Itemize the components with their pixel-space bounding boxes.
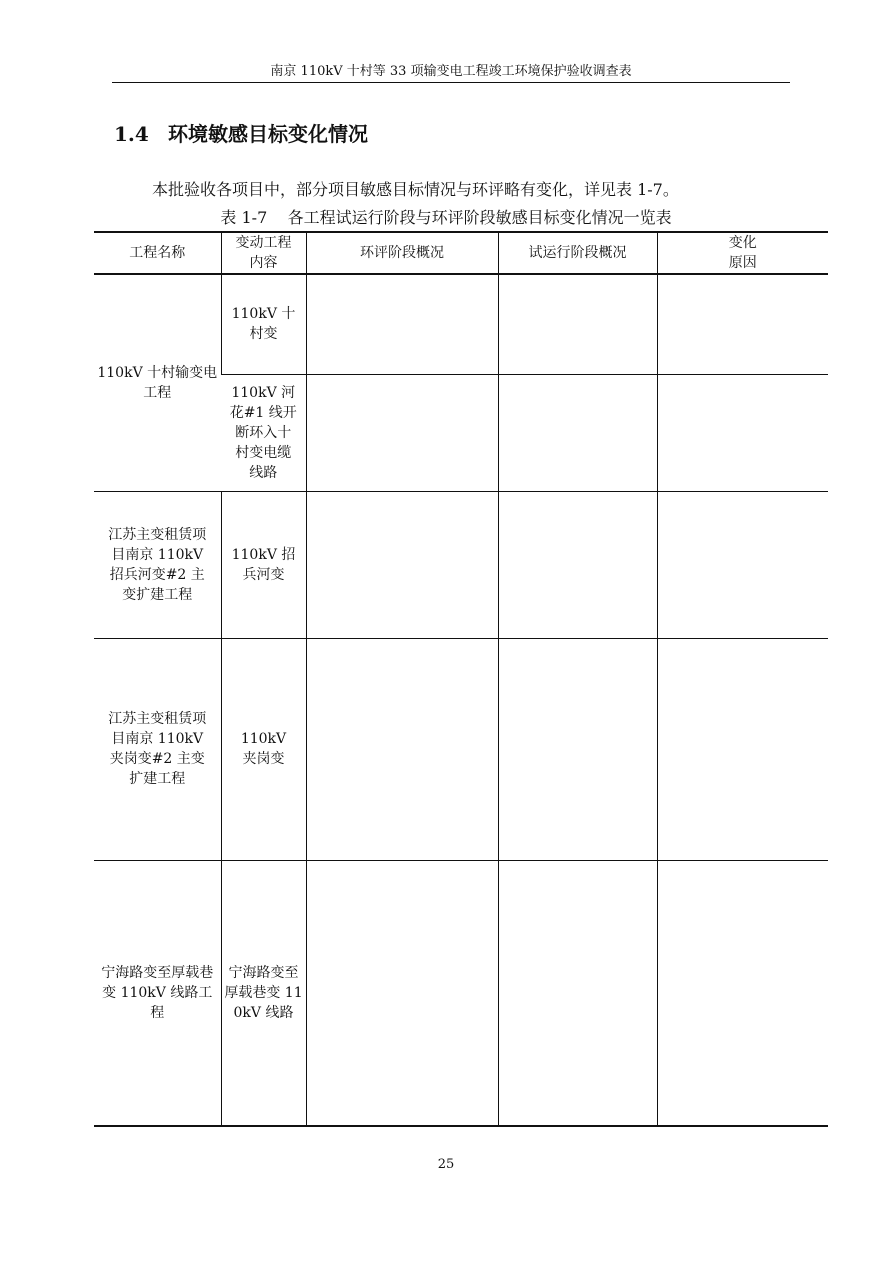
trial-stage-cell (498, 860, 657, 1126)
table-row (94, 274, 828, 374)
table-header-row (94, 232, 828, 274)
column-header-project-name: 工程名称 (94, 232, 221, 274)
section-number: 1.4 (114, 122, 149, 146)
table-row (94, 638, 828, 860)
project-name-cell: 110kV 十村输变电工程 (94, 274, 221, 491)
section-heading (114, 121, 368, 147)
column-header-trial-stage: 试运行阶段概况 (498, 232, 657, 274)
eia-stage-cell (306, 274, 498, 374)
changed-content-cell: 110kV 河花#1 线开断环入十村变电缆线路 (221, 374, 306, 491)
table-caption: 表 1-7 各工程试运行阶段与环评阶段敏感目标变化情况一览表 (220, 208, 672, 227)
change-reason-cell (657, 860, 828, 1126)
trial-stage-cell (498, 274, 657, 374)
eia-stage-cell (306, 638, 498, 860)
page-number: 25 (437, 1157, 455, 1172)
change-reason-cell (657, 374, 828, 491)
project-name-cell: 江苏主变租赁项目南京 110kV 夹岗变#2 主变扩建工程 (94, 638, 221, 860)
change-reason-cell (657, 491, 828, 638)
table-row (94, 860, 828, 1126)
column-header-eia-stage: 环评阶段概况 (306, 232, 498, 274)
change-reason-cell (657, 274, 828, 374)
table-row (94, 491, 828, 638)
running-header: 南京 110kV 十村等 33 项输变电工程竣工环境保护验收调查表 (270, 64, 632, 79)
column-header-change-reason: 变化原因 (657, 232, 828, 274)
sensitive-target-table (94, 231, 828, 1127)
project-name-cell: 宁海路变至厚载巷变 110kV 线路工程 (94, 860, 221, 1126)
project-name-cell: 江苏主变租赁项目南京 110kV 招兵河变#2 主变扩建工程 (94, 491, 221, 638)
trial-stage-cell (498, 491, 657, 638)
changed-content-cell: 110kV 夹岗变 (221, 638, 306, 860)
header-rule (112, 82, 790, 83)
intro-paragraph: 本批验收各项目中，部分项目敏感目标情况与环评略有变化，详见表 1-7。 (152, 180, 679, 199)
changed-content-cell: 110kV 招兵河变 (221, 491, 306, 638)
eia-stage-cell (306, 374, 498, 491)
change-reason-cell (657, 638, 828, 860)
changed-content-cell: 110kV 十村变 (221, 274, 306, 374)
trial-stage-cell (498, 374, 657, 491)
column-header-changed-content: 变动工程内容 (221, 232, 306, 274)
eia-stage-cell (306, 491, 498, 638)
trial-stage-cell (498, 638, 657, 860)
changed-content-cell: 宁海路变至厚载巷变 110kV 线路 (221, 860, 306, 1126)
section-title: 环境敏感目标变化情况 (168, 122, 368, 146)
eia-stage-cell (306, 860, 498, 1126)
